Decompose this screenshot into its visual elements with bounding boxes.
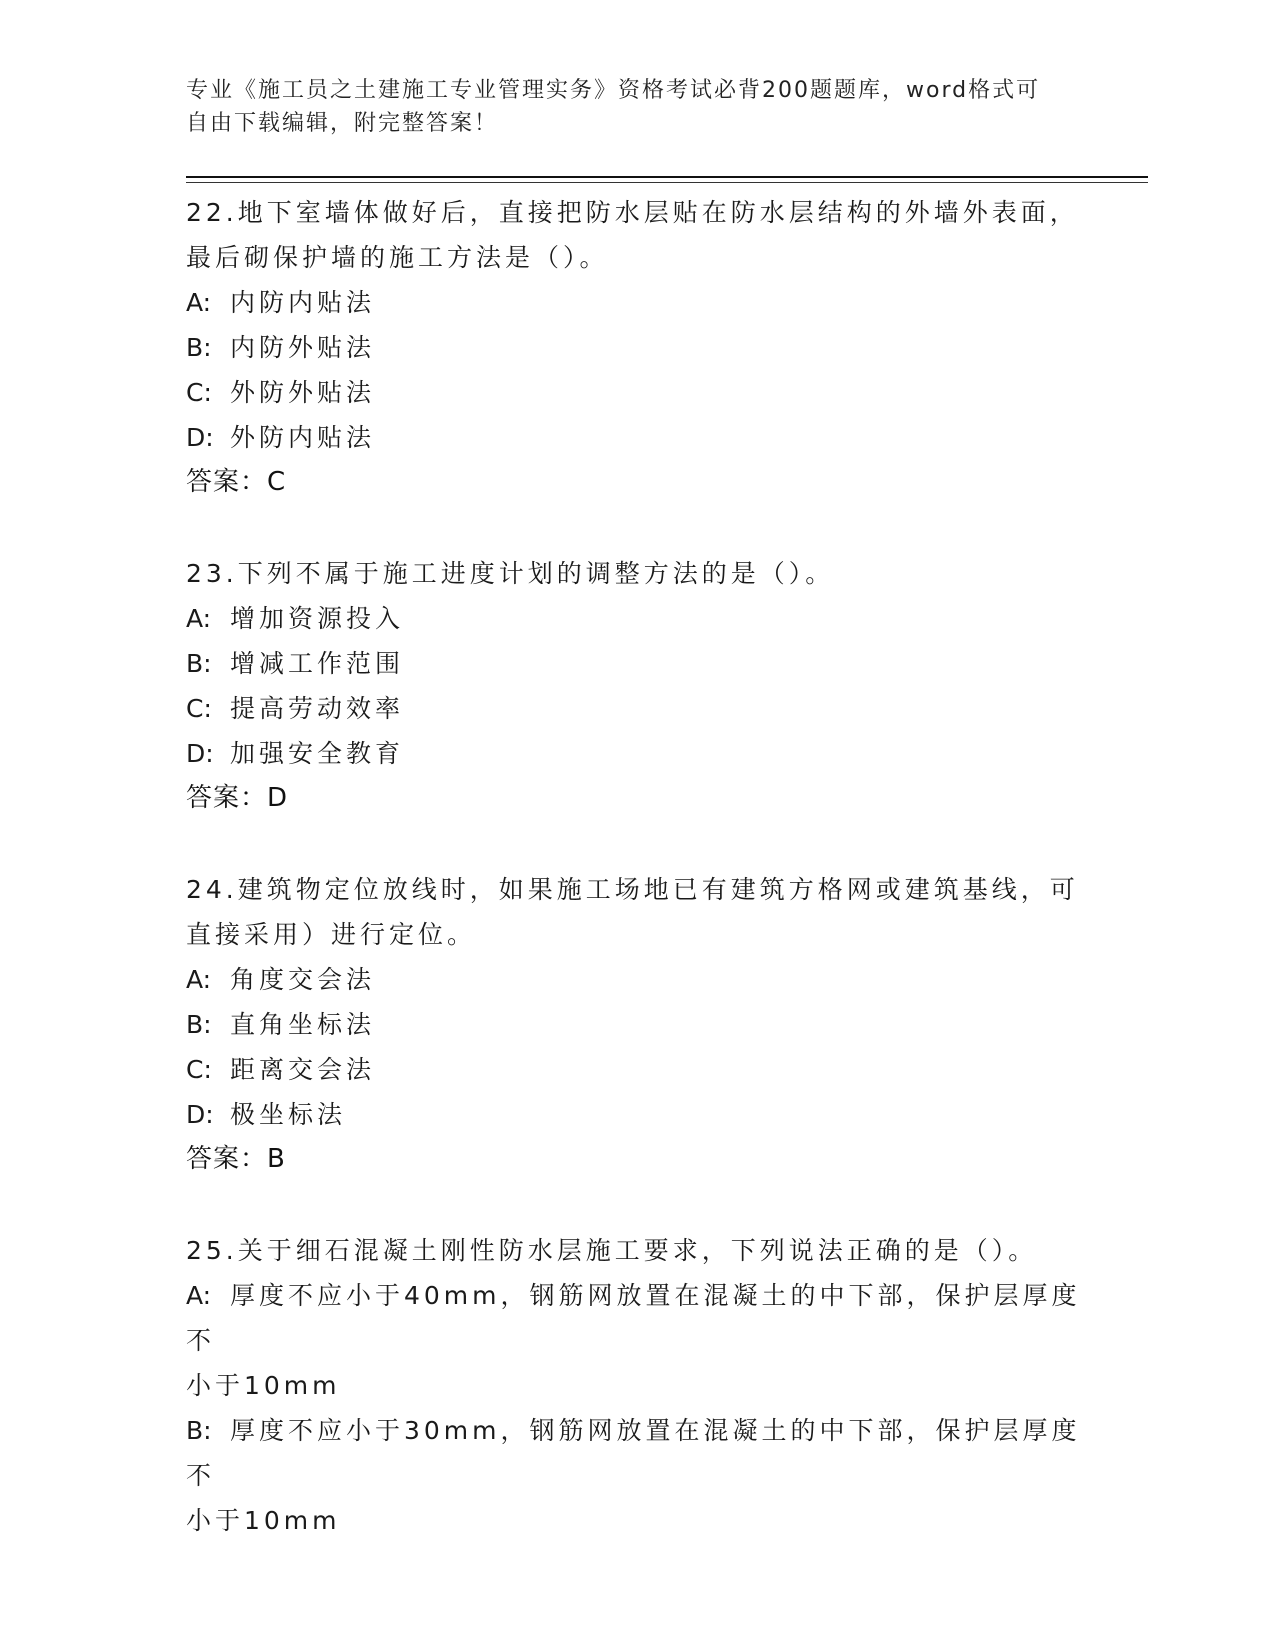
option-key: B: [186,649,212,678]
question-25 [186,1228,1086,1543]
option-key: D: [186,1100,214,1129]
answer: 答案：B [186,1144,286,1174]
option-text: 角度交会法 [230,965,376,994]
option-b [186,1002,1086,1047]
option-text: 加强安全教育 [230,739,405,768]
option-b-continued: 小于10mm [186,1506,341,1535]
option-text: 极坐标法 [230,1100,347,1129]
option-key: D: [186,739,214,768]
question-stem-line: 25.关于细石混凝土刚性防水层施工要求，下列说法正确的是（）。 [186,1236,1038,1265]
option-a-continued: 小于10mm [186,1371,341,1400]
question-stem-line: 直接采用）进行定位。 [186,920,477,949]
option-key: C: [186,694,212,723]
spacer [186,1182,1086,1228]
option-c [186,1047,1086,1092]
header-divider-thin [186,182,1148,183]
header-line-1: 专业《施工员之土建施工专业管理实务》资格考试必背200题题库，word格式可 [186,78,1041,103]
header-divider [186,176,1148,178]
option-key: C: [186,378,212,407]
option-d [186,415,1086,460]
option-key: B: [186,1416,212,1445]
option-key: C: [186,1055,212,1084]
option-b [186,1408,1086,1498]
option-text: 增加资源投入 [230,604,405,633]
spacer [186,821,1086,867]
option-key: D: [186,423,214,452]
option-key: A: [186,288,212,317]
option-key: B: [186,333,212,362]
option-a [186,596,1086,641]
question-stem-line: 24.建筑物定位放线时，如果施工场地已有建筑方格网或建筑基线，可 [186,875,1079,904]
option-key: A: [186,965,212,994]
option-text: 厚度不应小于30mm，钢筋网放置在混凝土的中下部，保护层厚度不 [186,1416,1081,1490]
answer: 答案：D [186,783,289,813]
question-stem-line: 23.下列不属于施工进度计划的调整方法的是（）。 [186,559,835,588]
question-23 [186,551,1086,821]
question-list [186,190,1086,1543]
option-d [186,731,1086,776]
option-key: B: [186,1010,212,1039]
option-b [186,325,1086,370]
option-text: 内防外贴法 [230,333,376,362]
question-stem-line: 22.地下室墙体做好后，直接把防水层贴在防水层结构的外墙外表面， [186,198,1079,227]
option-text: 外防内贴法 [230,423,376,452]
option-text: 厚度不应小于40mm，钢筋网放置在混凝土的中下部，保护层厚度不 [186,1281,1081,1355]
question-24 [186,867,1086,1182]
option-c [186,370,1086,415]
option-a [186,280,1086,325]
option-key: A: [186,1281,212,1310]
spacer [186,505,1086,551]
option-d [186,1092,1086,1137]
option-c [186,686,1086,731]
option-key: A: [186,604,212,633]
question-22 [186,190,1086,505]
answer: 答案：C [186,467,287,497]
option-a [186,957,1086,1002]
header-line-2: 自由下载编辑，附完整答案！ [186,111,499,136]
option-text: 距离交会法 [230,1055,376,1084]
option-text: 内防内贴法 [230,288,376,317]
option-b [186,641,1086,686]
option-text: 增减工作范围 [230,649,405,678]
option-text: 提高劳动效率 [230,694,405,723]
option-text: 外防外贴法 [230,378,376,407]
option-a [186,1273,1086,1363]
document-header [186,74,1066,140]
question-stem-line: 最后砌保护墙的施工方法是（）。 [186,243,609,272]
option-text: 直角坐标法 [230,1010,376,1039]
